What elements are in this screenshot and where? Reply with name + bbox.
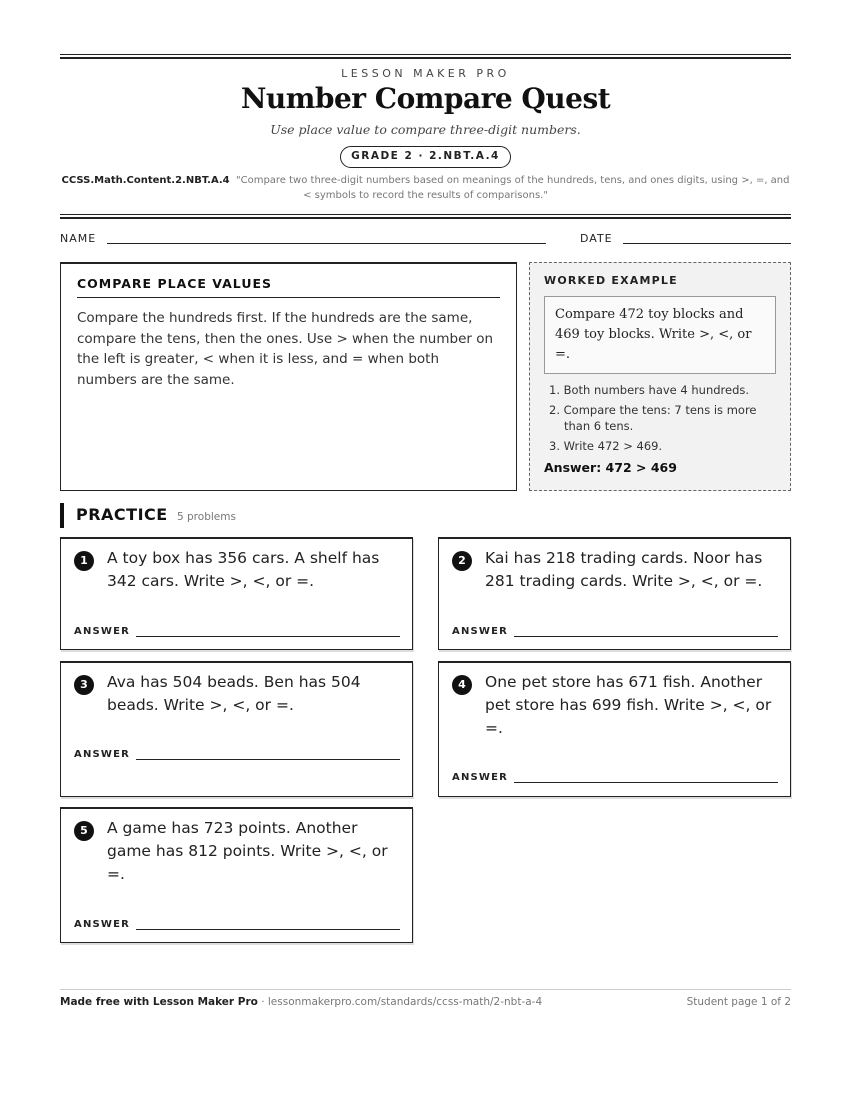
answer-label: ANSWER [452, 626, 509, 637]
problem-text: Ava has 504 beads. Ben has 504 beads. Write >, <, or =. [107, 673, 361, 714]
problem-text: A game has 723 points. Another game has 812 points. Write >, <, or =. [107, 819, 388, 883]
example-step: 1. Both numbers have 4 hundreds. [549, 383, 750, 397]
answer-line-2[interactable] [514, 636, 778, 637]
footer-made-with: Made free with Lesson Maker Pro [60, 996, 258, 1008]
problem-text: One pet store has 671 fish. Another pet store has 699 fish. Write >, <, or =. [485, 673, 772, 737]
worksheet-page [60, 0, 791, 1100]
example-step: 2. Compare the tens: 7 tens is more than 6 tens. [549, 403, 757, 433]
standard-text: "Compare two three-digit numbers based on meanings of the hundreds, tens, and ones digits, using >, =, and < symbols to record the results of comparisons." [236, 175, 790, 201]
footer-page-info: Student page 1 of 2 [686, 996, 791, 1008]
worked-example-box [529, 262, 791, 491]
brand-name: LESSON MAKER PRO [341, 67, 510, 80]
answer-line-5[interactable] [136, 929, 400, 930]
compare-place-values-box [60, 262, 517, 491]
name-label: NAME [60, 232, 97, 245]
standard-code: CCSS.Math.Content.2.NBT.A.4 [61, 175, 230, 186]
problem-card-3 [60, 661, 413, 797]
problem-number-badge: 2 [452, 551, 472, 571]
problem-number-badge: 4 [452, 675, 472, 695]
problem-text: A toy box has 356 cars. A shelf has 342 cars. Write >, <, or =. [107, 549, 380, 590]
answer-label: ANSWER [74, 919, 131, 930]
page-title: Number Compare Quest [240, 82, 611, 115]
grade-badge: GRADE 2 · 2.NBT.A.4 [340, 146, 511, 168]
answer-line-4[interactable] [514, 782, 778, 783]
info-body: Compare the hundreds first. If the hundreds are the same, compare the tens, then the ones. Use > when the number on the left is greater, < when it is less, and = when both numbers are the same. [77, 310, 494, 388]
standard-description [60, 173, 791, 203]
answer-label: ANSWER [74, 749, 131, 760]
problem-card-2 [438, 537, 791, 650]
problem-card-4 [438, 661, 791, 797]
header-double-rule [60, 214, 791, 219]
practice-count: 5 problems [177, 511, 236, 523]
problem-card-5 [60, 807, 413, 943]
example-answer: Answer: 472 > 469 [544, 460, 677, 475]
answer-line-1[interactable] [136, 636, 400, 637]
date-label: DATE [580, 232, 613, 245]
date-field[interactable] [623, 243, 791, 244]
page-subtitle: Use place value to compare three-digit numbers. [270, 122, 581, 137]
problem-number-badge: 3 [74, 675, 94, 695]
problem-number-badge: 5 [74, 821, 94, 841]
example-step: 3. Write 472 > 469. [549, 439, 663, 453]
footer-credit [60, 996, 542, 1008]
footer-divider [60, 989, 791, 990]
example-heading: WORKED EXAMPLE [544, 274, 678, 287]
example-prompt: Compare 472 toy blocks and 469 toy blocks. Write >, <, or =. [544, 296, 776, 374]
problem-text: Kai has 218 trading cards. Noor has 281 trading cards. Write >, <, or =. [485, 549, 763, 590]
answer-label: ANSWER [74, 626, 131, 637]
answer-label: ANSWER [452, 772, 509, 783]
footer-url: · lessonmakerpro.com/standards/ccss-math/2-nbt-a-4 [257, 996, 543, 1008]
name-field[interactable] [107, 243, 546, 244]
practice-heading: PRACTICE [76, 505, 168, 524]
problem-number-badge: 1 [74, 551, 94, 571]
practice-accent-bar [60, 503, 64, 528]
problem-card-1 [60, 537, 413, 650]
answer-line-3[interactable] [136, 759, 400, 760]
info-heading: COMPARE PLACE VALUES [77, 276, 500, 298]
example-steps [544, 382, 776, 454]
top-double-rule [60, 54, 791, 59]
